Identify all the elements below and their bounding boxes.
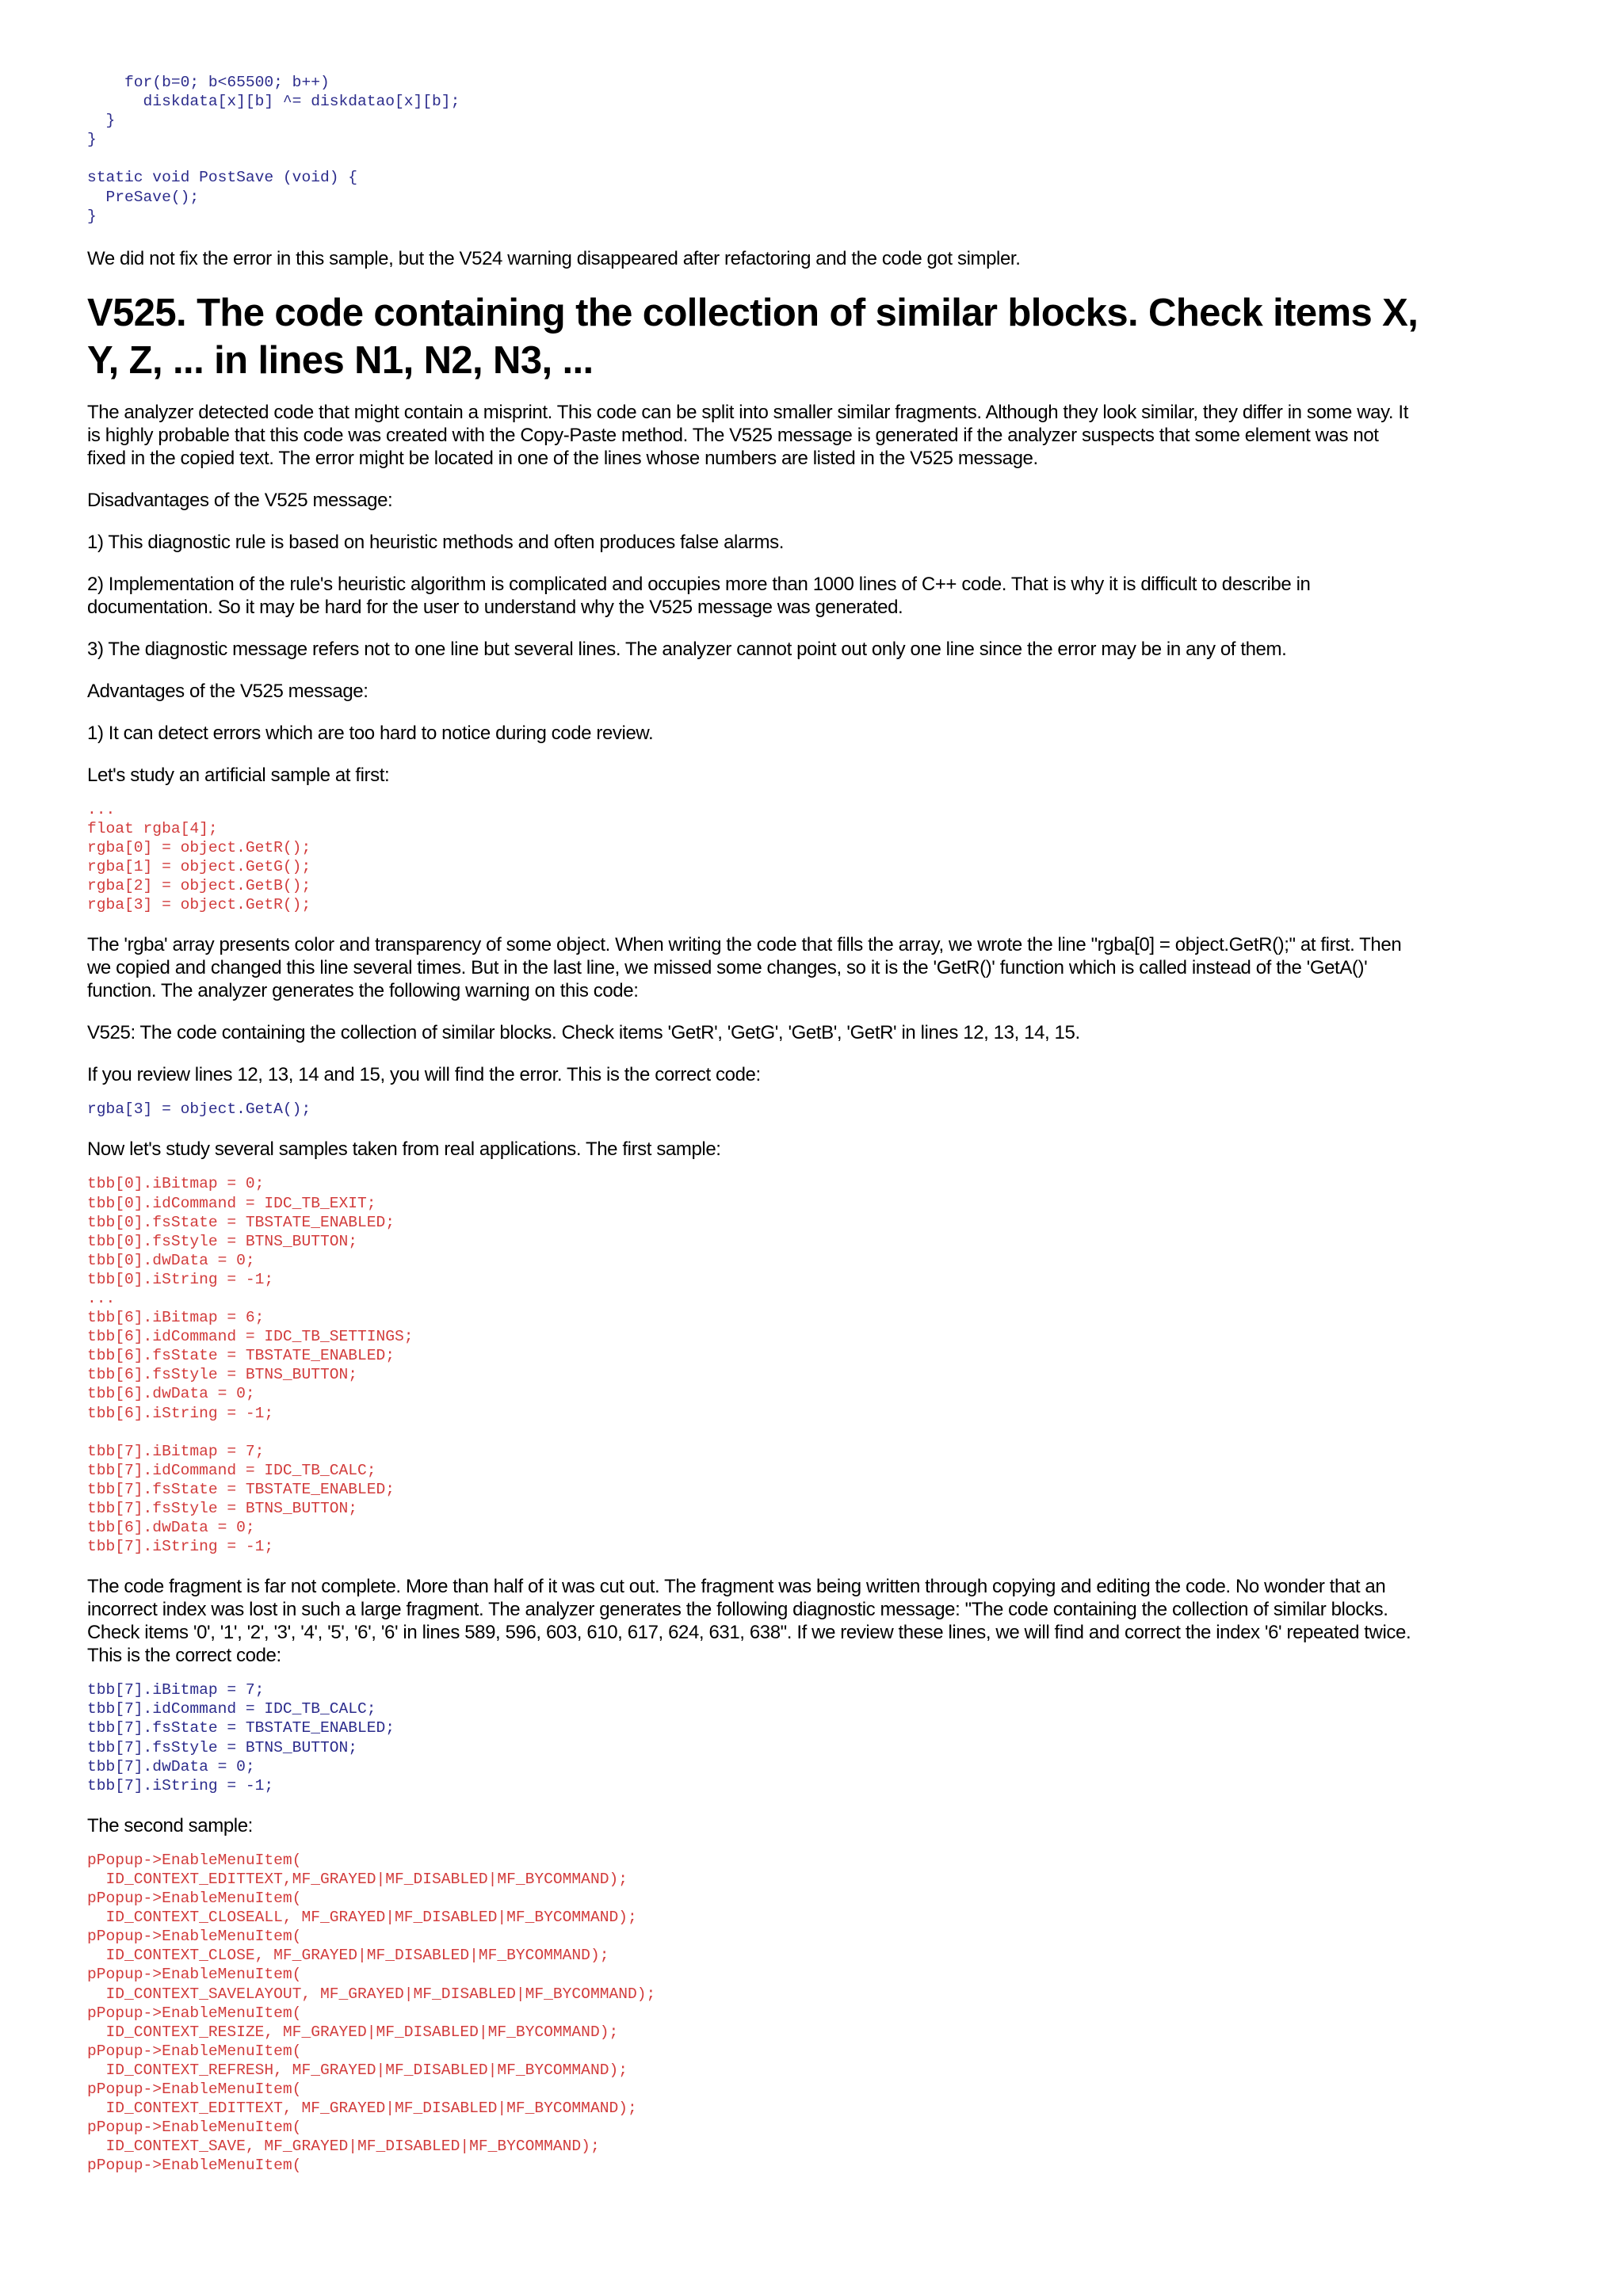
code-line: tbb[0].iString = -1; <box>87 1270 274 1288</box>
code-line: tbb[0].dwData = 0; <box>87 1251 255 1269</box>
code-line: pPopup->EnableMenuItem( <box>87 2042 302 2060</box>
disadvantage-item-1: 1) This diagnostic rule is based on heuristic methods and often produces false alarms. <box>87 531 784 553</box>
code-line: pPopup->EnableMenuItem( <box>87 1851 302 1869</box>
code-line: pPopup->EnableMenuItem( <box>87 1890 302 1908</box>
code-line: } <box>87 131 97 149</box>
code-line: ID_CONTEXT_SAVELAYOUT, MF_GRAYED|MF_DISABLED|MF_BYCOMMAND); <box>87 1985 656 2003</box>
code-block-postsave <box>87 73 1419 226</box>
artificial-sample-intro: Let's study an artificial sample at first: <box>87 764 390 786</box>
code-line: rgba[3] = object.GetR(); <box>87 896 311 914</box>
code-line: tbb[7].iBitmap = 7; <box>87 1681 265 1699</box>
code-line: pPopup->EnableMenuItem( <box>87 2080 302 2098</box>
section-heading-v525: V525. The code containing the collection of similar blocks. Check items X, Y, Z, ... in lines N1, N2, N3, ... <box>87 291 1419 382</box>
code-line: tbb[7].iBitmap = 7; <box>87 1442 265 1460</box>
code-line: tbb[0].iBitmap = 0; <box>87 1175 265 1193</box>
code-line: ID_CONTEXT_EDITTEXT,MF_GRAYED|MF_DISABLED|MF_BYCOMMAND); <box>87 1870 628 1888</box>
code-line: tbb[6].dwData = 0; <box>87 1385 255 1403</box>
code-line <box>87 1423 1419 1442</box>
code-line: tbb[6].fsStyle = BTNS_BUTTON; <box>87 1366 357 1384</box>
code-block-rgba-fix <box>87 1100 1419 1119</box>
code-line: pPopup->EnableMenuItem( <box>87 1966 302 1984</box>
code-line: rgba[0] = object.GetR(); <box>87 838 311 856</box>
v525-warning-text: V525: The code containing the collection of similar blocks. Check items 'GetR', 'GetG', 'GetB', 'GetR' in lines 12, 13, 14, 15. <box>87 1022 1080 1044</box>
code-line: rgba[3] = object.GetA(); <box>87 1100 311 1119</box>
code-line: ID_CONTEXT_RESIZE, MF_GRAYED|MF_DISABLED|MF_BYCOMMAND); <box>87 2023 619 2041</box>
code-line: } <box>87 112 116 130</box>
code-line: tbb[7].dwData = 0; <box>87 1757 255 1775</box>
code-line: pPopup->EnableMenuItem( <box>87 1928 302 1946</box>
code-line: ID_CONTEXT_EDITTEXT, MF_GRAYED|MF_DISABLED|MF_BYCOMMAND); <box>87 2100 637 2118</box>
code-line: tbb[6].iString = -1; <box>87 1404 274 1422</box>
code-line: diskdata[x][b] ^= diskdatao[x][b]; <box>87 93 460 111</box>
code-line: tbb[0].fsStyle = BTNS_BUTTON; <box>87 1232 357 1250</box>
code-line: pPopup->EnableMenuItem( <box>87 2157 302 2175</box>
code-line <box>87 149 1419 168</box>
code-line: tbb[0].fsState = TBSTATE_ENABLED; <box>87 1213 395 1231</box>
code-line: tbb[7].fsStyle = BTNS_BUTTON; <box>87 1500 357 1517</box>
code-block-popup <box>87 1851 1419 2176</box>
code-line: tbb[7].fsStyle = BTNS_BUTTON; <box>87 1738 357 1756</box>
rgba-explanation: The 'rgba' array presents color and transparency of some object. When writing the code that fills the array, we wrote the line "rgba[0] = object.GetR();" at first. Then we copied and changed this line several times. But in the last line, we missed some changes, so it is the 'GetR()' function which is called instead of the 'GetA()' function. The analyzer generates the following warning on this code: <box>87 934 1402 1002</box>
document-page <box>87 73 1419 2175</box>
disadvantage-item-3: 3) The diagnostic message refers not to one line but several lines. The analyzer cannot point out only one line since the error may be in any of them. <box>87 638 1287 660</box>
code-line: pPopup->EnableMenuItem( <box>87 2004 302 2022</box>
code-block-rgba <box>87 800 1419 915</box>
code-block-tbb <box>87 1174 1419 1556</box>
code-line: tbb[0].idCommand = IDC_TB_EXIT; <box>87 1194 376 1212</box>
code-line: for(b=0; b<65500; b++) <box>87 74 330 91</box>
code-line: tbb[7].iString = -1; <box>87 1776 274 1794</box>
code-line: ... <box>87 800 116 818</box>
advantages-heading: Advantages of the V525 message: <box>87 680 369 702</box>
code-line: tbb[7].fsState = TBSTATE_ENABLED; <box>87 1480 395 1498</box>
code-line: rgba[1] = object.GetG(); <box>87 858 311 876</box>
code-line: tbb[6].iBitmap = 6; <box>87 1309 265 1327</box>
advantage-item-1: 1) It can detect errors which are too hard to notice during code review. <box>87 722 654 744</box>
code-line: tbb[6].idCommand = IDC_TB_SETTINGS; <box>87 1328 414 1346</box>
disadvantage-item-2: 2) Implementation of the rule's heuristic algorithm is complicated and occupies more than 1000 lines of C++ code. That is why it is difficult to describe in documentation. So it may be hard for the user to understand why the V525 message was generated. <box>87 573 1311 618</box>
description-paragraph: The analyzer detected code that might contain a misprint. This code can be split into smaller similar fragments. Although they look similar, they differ in some way. It is highly probable that this code was created with the Copy-Paste method. The V525 message is generated if the analyzer suspects that some element was not fixed in the copied text. The error might be located in one of the lines whose numbers are listed in the V525 message. <box>87 401 1408 469</box>
code-line: pPopup->EnableMenuItem( <box>87 2119 302 2137</box>
code-line: tbb[7].idCommand = IDC_TB_CALC; <box>87 1461 376 1479</box>
code-block-tbb-fix <box>87 1680 1419 1795</box>
intro-paragraph: We did not fix the error in this sample, but the V524 warning disappeared after refactoring and the code got simpler. <box>87 247 1021 269</box>
code-line: ID_CONTEXT_SAVE, MF_GRAYED|MF_DISABLED|MF_BYCOMMAND); <box>87 2138 600 2156</box>
code-line: tbb[7].fsState = TBSTATE_ENABLED; <box>87 1719 395 1737</box>
code-line: static void PostSave (void) { <box>87 169 357 187</box>
review-paragraph: If you review lines 12, 13, 14 and 15, you will find the error. This is the correct code: <box>87 1064 761 1086</box>
real-samples-intro: Now let's study several samples taken from real applications. The first sample: <box>87 1138 721 1161</box>
code-line: tbb[7].idCommand = IDC_TB_CALC; <box>87 1700 376 1718</box>
fragment-explanation: The code fragment is far not complete. More than half of it was cut out. The fragment was being written through copying and editing the code. No wonder that an incorrect index was lost in such a large fragment. The analyzer generates the following diagnostic message: "The code containing the collection of similar blocks. Check items '0', '1', '2', '3', '4', '5', '6', '6' in lines 589, 596, 603, 610, 617, 624, 631, 638". If we review these lines, we will find and correct the index '6' repeated twice. This is the correct code: <box>87 1576 1411 1667</box>
code-line: float rgba[4]; <box>87 819 218 837</box>
code-line: tbb[7].iString = -1; <box>87 1538 274 1556</box>
second-sample-intro: The second sample: <box>87 1814 253 1836</box>
code-line: ... <box>87 1289 116 1307</box>
code-line: ID_CONTEXT_CLOSEALL, MF_GRAYED|MF_DISABLED|MF_BYCOMMAND); <box>87 1909 637 1927</box>
code-line: PreSave(); <box>87 188 200 206</box>
code-line: ID_CONTEXT_REFRESH, MF_GRAYED|MF_DISABLED|MF_BYCOMMAND); <box>87 2061 628 2079</box>
code-line: rgba[2] = object.GetB(); <box>87 877 311 895</box>
code-line: tbb[6].dwData = 0; <box>87 1519 255 1537</box>
code-line: ID_CONTEXT_CLOSE, MF_GRAYED|MF_DISABLED|MF_BYCOMMAND); <box>87 1947 609 1965</box>
code-line: } <box>87 207 97 225</box>
disadvantages-heading: Disadvantages of the V525 message: <box>87 489 393 511</box>
code-line: tbb[6].fsState = TBSTATE_ENABLED; <box>87 1347 395 1365</box>
